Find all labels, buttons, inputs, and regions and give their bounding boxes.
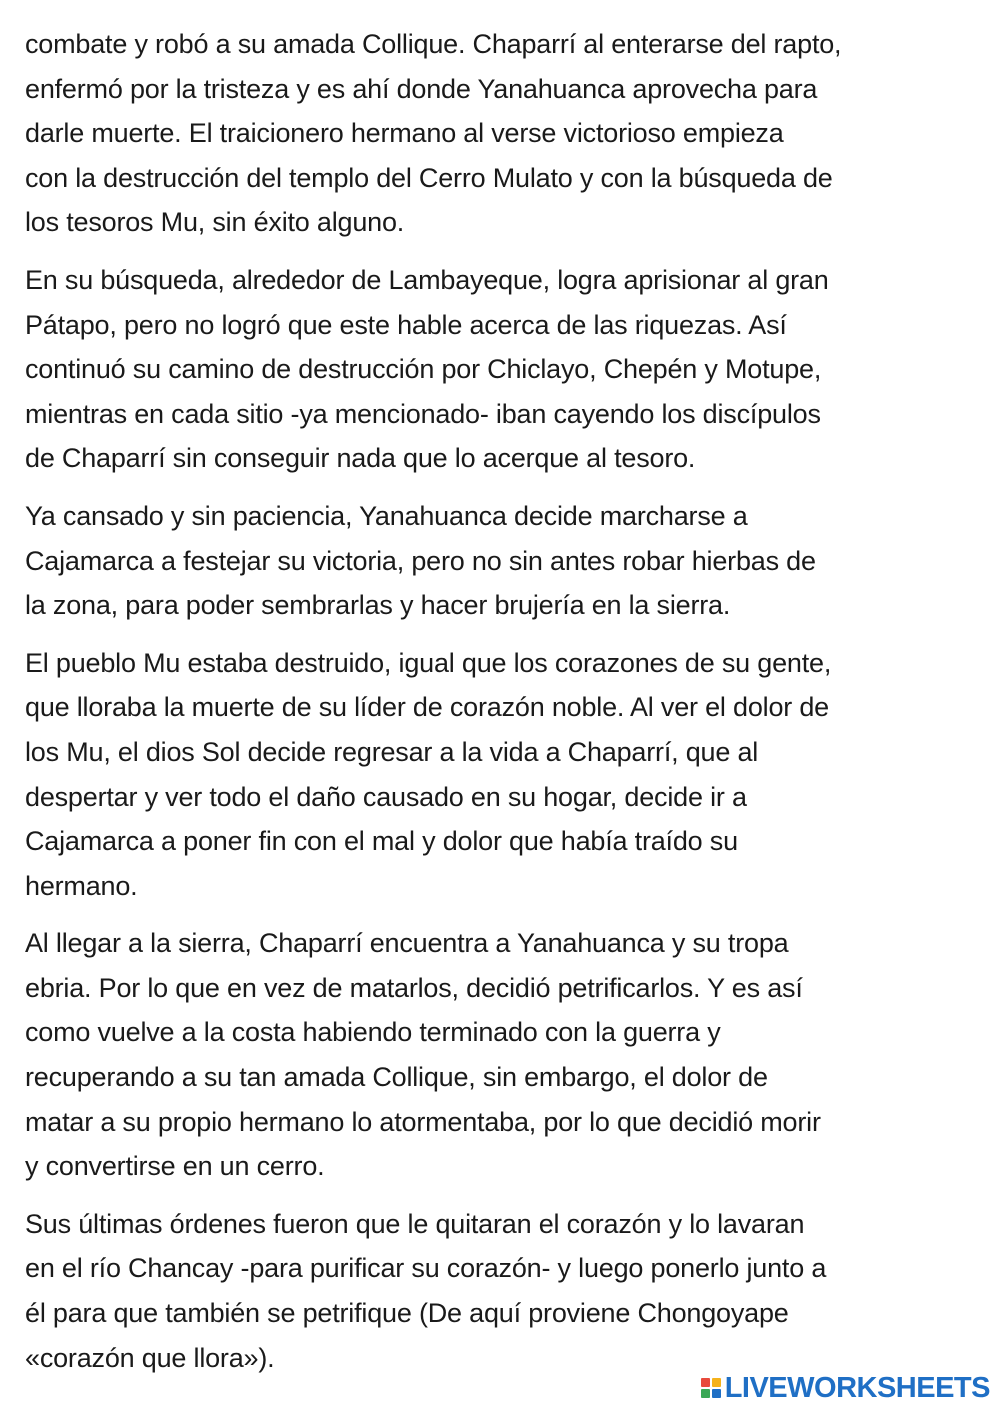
text-line: «corazón que llora»).	[25, 1342, 275, 1373]
text-line: Ya cansado y sin paciencia, Yanahuanca decide marcharse a	[25, 500, 748, 531]
text-line: de Chaparrí sin conseguir nada que lo acerque al tesoro.	[25, 443, 696, 474]
text-line: la zona, para poder sembrarlas y hacer brujería en la sierra.	[25, 590, 731, 621]
text-line: matar a su propio hermano lo atormentaba, por lo que decidió morir	[25, 1106, 821, 1137]
logo-square-icon	[701, 1389, 710, 1398]
text-line: Sus últimas órdenes fueron que le quitaran el corazón y lo lavaran	[25, 1208, 805, 1239]
paragraph-4	[25, 641, 980, 909]
paragraph-1	[25, 22, 980, 245]
text-line: En su búsqueda, alrededor de Lambayeque, logra aprisionar al gran	[25, 264, 829, 295]
text-line: Cajamarca a festejar su victoria, pero no sin antes robar hierbas de	[25, 545, 816, 576]
liveworksheets-icon	[701, 1378, 721, 1398]
text-line: con la destrucción del templo del Cerro Mulato y con la búsqueda de	[25, 162, 833, 193]
logo-square-icon	[701, 1378, 710, 1387]
paragraph-2	[25, 258, 980, 481]
paragraph-6	[25, 1202, 980, 1380]
text-line: combate y robó a su amada Collique. Chaparrí al enterarse del rapto,	[25, 29, 842, 59]
text-line: los Mu, el dios Sol decide regresar a la vida a Chaparrí, que al	[25, 736, 759, 767]
text-line: continuó su camino de destrucción por Chiclayo, Chepén y Motupe,	[25, 354, 822, 385]
text-line: que lloraba la muerte de su líder de corazón noble. Al ver el dolor de	[25, 692, 830, 723]
text-line: él para que también se petrifique (De aquí proviene Chongoyape	[25, 1298, 789, 1329]
text-line: recuperando a su tan amada Collique, sin embargo, el dolor de	[25, 1062, 768, 1093]
document-body	[25, 22, 980, 1393]
text-line: los tesoros Mu, sin éxito alguno.	[25, 207, 405, 238]
text-line: y convertirse en un cerro.	[25, 1151, 325, 1182]
logo-square-icon	[712, 1378, 721, 1387]
text-line: ebria. Por lo que en vez de matarlos, decidió petrificarlos. Y es así	[25, 972, 803, 1003]
text-line: en el río Chancay -para purificar su corazón- y luego ponerlo junto a	[25, 1253, 827, 1284]
paragraph-5	[25, 921, 980, 1189]
text-line: hermano.	[25, 870, 138, 901]
logo-square-icon	[712, 1389, 721, 1398]
text-line: El pueblo Mu estaba destruido, igual que los corazones de su gente,	[25, 647, 832, 678]
text-line: Cajamarca a poner fin con el mal y dolor que había traído su	[25, 826, 738, 857]
text-line: mientras en cada sitio -ya mencionado- iban cayendo los discípulos	[25, 398, 821, 429]
liveworksheets-logo[interactable]	[701, 1371, 990, 1405]
text-line: despertar y ver todo el daño causado en su hogar, decide ir a	[25, 781, 747, 812]
paragraph-3	[25, 494, 980, 628]
text-line: enfermó por la tristeza y es ahí donde Yanahuanca aprovecha para	[25, 73, 818, 104]
logo-text: LIVEWORKSHEETS	[724, 1372, 990, 1404]
text-line: darle muerte. El traicionero hermano al verse victorioso empieza	[25, 118, 784, 149]
text-line: como vuelve a la costa habiendo terminado con la guerra y	[25, 1017, 721, 1048]
text-line: Al llegar a la sierra, Chaparrí encuentra a Yanahuanca y su tropa	[25, 928, 789, 959]
text-line: Pátapo, pero no logró que este hable acerca de las riquezas. Así	[25, 309, 787, 340]
